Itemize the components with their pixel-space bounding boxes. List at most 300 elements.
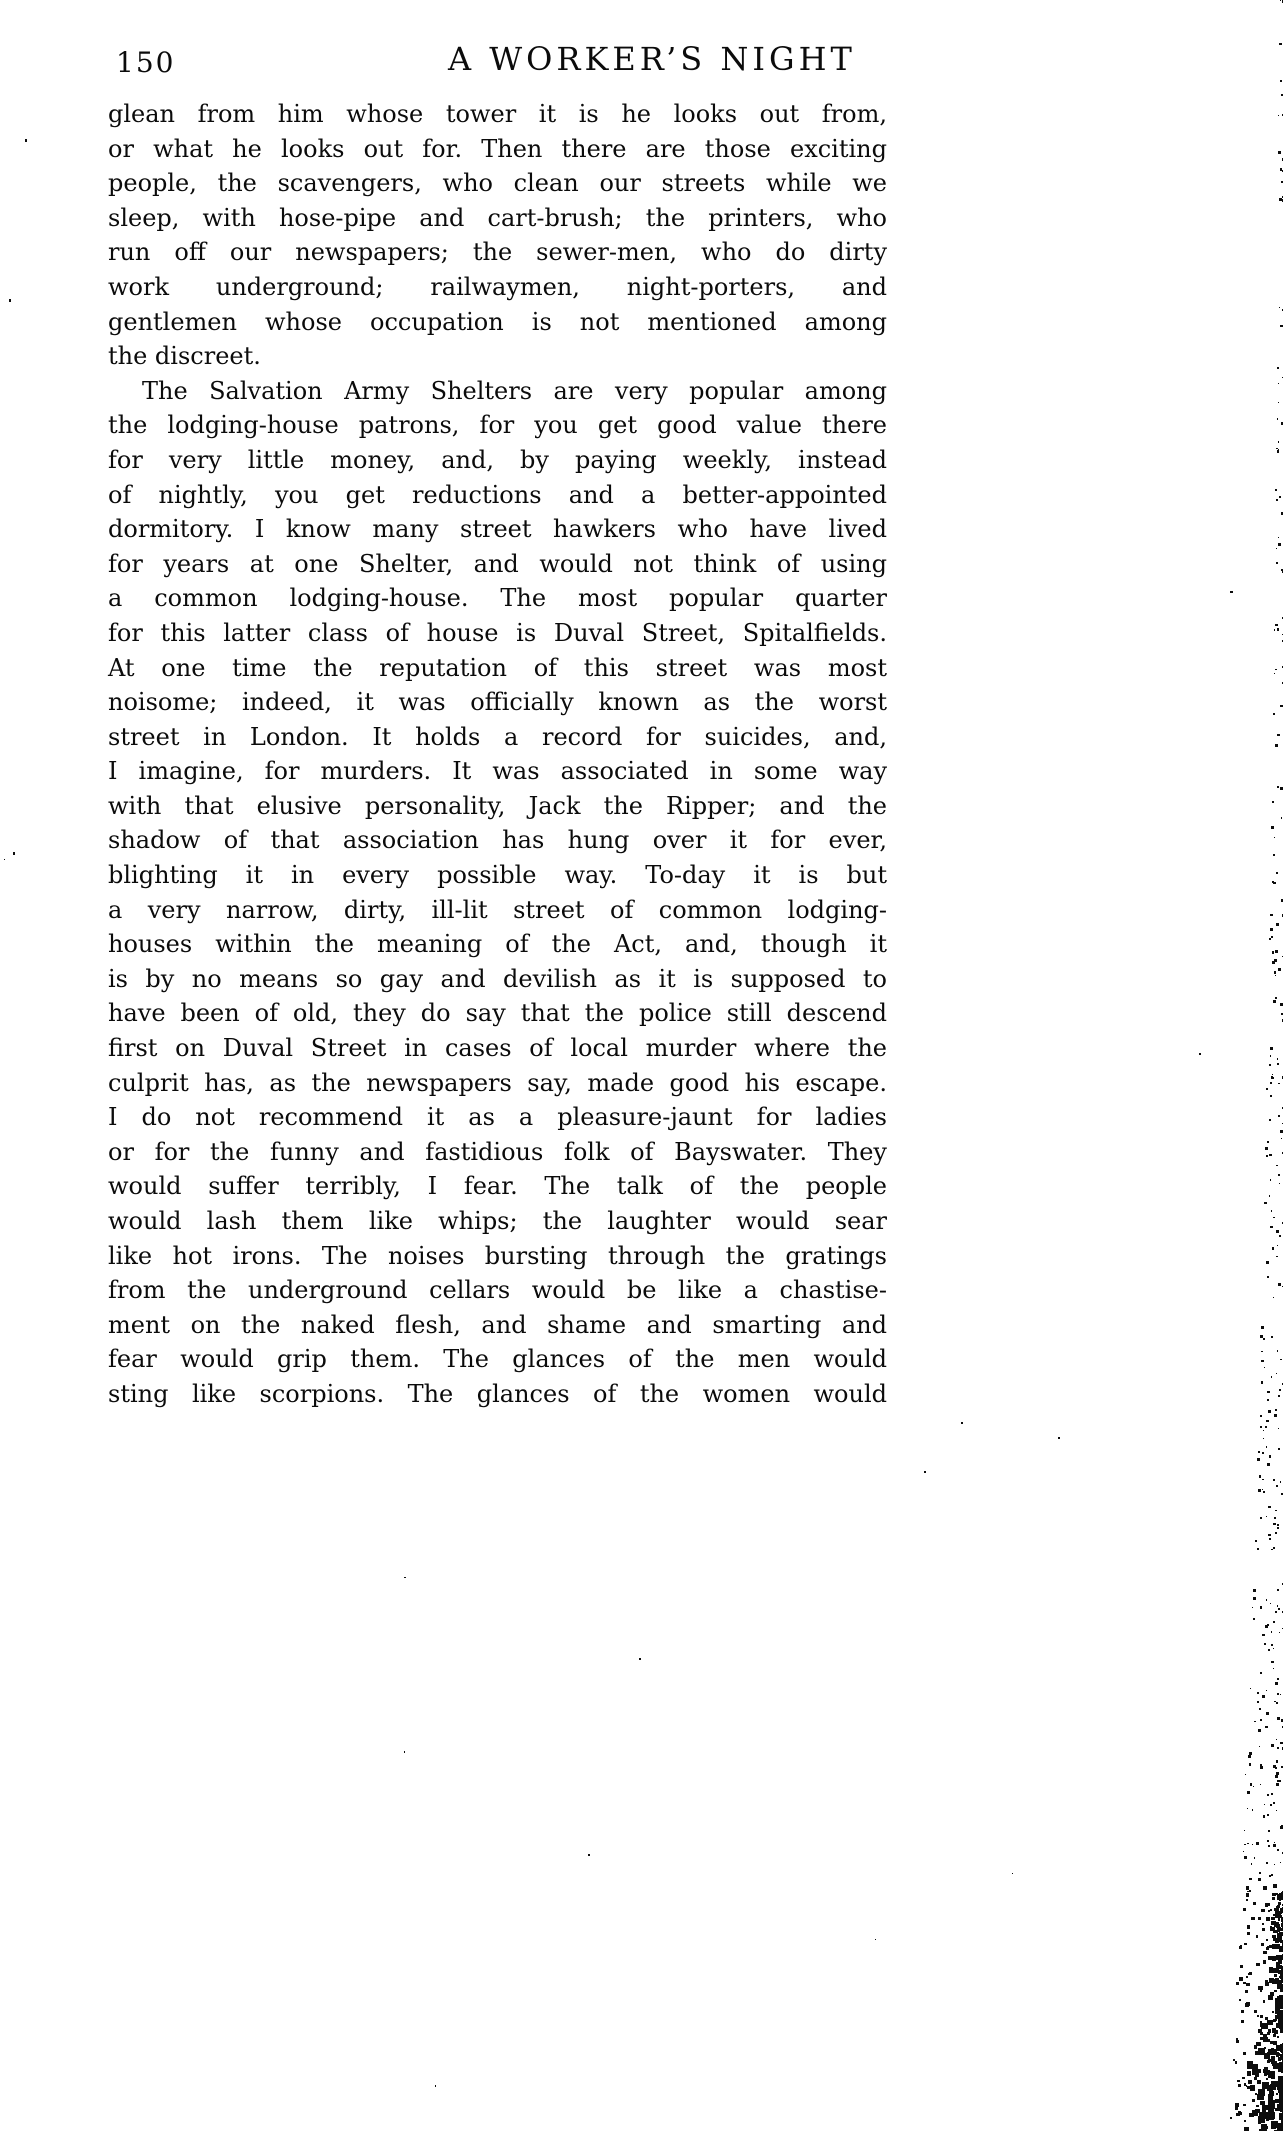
scan-speck (1280, 1359, 1281, 1360)
scan-speck (1276, 1485, 1278, 1487)
scan-speck (1272, 2061, 1277, 2066)
scan-speck (1254, 1721, 1255, 1722)
scan-speck (1245, 1990, 1248, 1993)
scan-speck (1279, 2098, 1283, 2105)
scan-speck (1246, 1976, 1248, 1978)
scan-speck (1261, 2023, 1267, 2029)
scan-speck (1269, 938, 1271, 940)
scan-speck (1249, 2113, 1253, 2117)
scan-speck (1271, 1076, 1274, 1079)
scan-speck (1270, 1909, 1273, 1912)
scan-speck (1264, 2073, 1267, 2076)
scan-speck (1268, 2102, 1275, 2109)
text-line: houses within the meaning of the Act, and, though it (108, 930, 887, 959)
text-line: ment on the naked flesh, and shame and smarting and (108, 1310, 887, 1339)
scan-speck (1279, 1956, 1281, 1958)
scan-speck (1277, 1913, 1280, 1916)
scan-speck (1278, 2057, 1281, 2060)
scan-speck (1250, 2087, 1254, 2091)
scan-speck (1277, 2010, 1283, 2016)
scan-speck (1277, 1350, 1279, 1352)
scan-speck (1275, 2030, 1278, 2033)
scan-speck (1273, 1802, 1275, 1804)
scan-speck (1279, 2024, 1283, 2029)
scan-speck (1264, 1202, 1267, 1205)
scan-speck (1268, 1506, 1271, 1509)
scan-speck (1278, 1959, 1282, 1963)
scan-speck (1260, 1672, 1262, 1674)
scan-speck (1276, 1924, 1280, 1928)
scan-speck (1241, 2010, 1244, 2013)
scan-speck (1262, 1479, 1263, 1480)
scan-speck (1268, 1957, 1271, 1960)
scan-speck (1230, 591, 1233, 594)
scan-speck (1280, 1965, 1283, 1968)
scan-speck (1278, 1970, 1282, 1974)
scan-speck (1249, 1752, 1252, 1755)
scan-speck (1250, 2085, 1255, 2090)
scan-speck (1253, 1786, 1254, 1787)
scan-speck (1272, 961, 1275, 964)
scan-speck (1263, 2069, 1267, 2073)
scan-speck (1277, 1933, 1281, 1937)
text-line: fear would grip them. The glances of the men would (108, 1345, 887, 1374)
scan-speck (1273, 1648, 1274, 1649)
scan-speck (1255, 2109, 1259, 2113)
scan-speck (1279, 1911, 1282, 1914)
scan-speck (1277, 1849, 1279, 1851)
scan-speck (1271, 1793, 1273, 1795)
scan-speck (1277, 2124, 1283, 2131)
scan-speck (1263, 2034, 1267, 2038)
scan-speck (1274, 1908, 1277, 1911)
scan-speck (1260, 1415, 1262, 1417)
scan-speck (1273, 1765, 1276, 1768)
scan-speck (1280, 1742, 1282, 1744)
scan-speck (1258, 1878, 1261, 1881)
scan-speck (924, 1471, 927, 1473)
scan-speck (1246, 2002, 1250, 2006)
scan-speck (1277, 1678, 1279, 1680)
scan-speck (1275, 2001, 1280, 2006)
scan-speck (1278, 1083, 1280, 1085)
scan-speck (1272, 1893, 1275, 1896)
scan-speck (1271, 2081, 1273, 2083)
text-line: first on Duval Street in cases of local murder where the (108, 1034, 887, 1063)
scan-speck (1275, 489, 1277, 491)
scan-speck (1269, 2115, 1274, 2120)
scan-speck (1270, 1047, 1273, 1050)
body-text (108, 97, 887, 1412)
scan-speck (1258, 2029, 1263, 2034)
scan-speck (1258, 1451, 1260, 1453)
text-line: At one time the reputation of this street was most (108, 653, 887, 682)
scan-speck (1268, 1410, 1271, 1413)
scan-speck (1246, 1983, 1249, 1986)
scan-speck (1263, 1338, 1266, 1341)
scan-speck (1274, 882, 1276, 884)
text-line: is by no means so gay and devilish as it is supposed to (108, 964, 887, 993)
scan-speck (1235, 2103, 1238, 2106)
scan-speck (1265, 1149, 1266, 1150)
scan-speck (13, 852, 14, 855)
scan-speck (1268, 2049, 1274, 2055)
scan-speck (1249, 1878, 1252, 1881)
scan-speck (1275, 1940, 1277, 1942)
scan-speck (1263, 1960, 1266, 1963)
scan-speck (1244, 2083, 1247, 2086)
scan-speck (1253, 1589, 1256, 1592)
scan-speck (1271, 2124, 1276, 2129)
scan-speck (1278, 1174, 1280, 1176)
scan-speck (1261, 1326, 1264, 1329)
scan-speck (1273, 713, 1275, 715)
scan-speck (1262, 2105, 1267, 2110)
scan-speck (1257, 1701, 1259, 1703)
scan-speck (1260, 2029, 1261, 2030)
scan-speck (1275, 624, 1278, 627)
scan-speck (1271, 2121, 1277, 2127)
scan-speck (1268, 1956, 1272, 1960)
scan-speck (1266, 1420, 1268, 1422)
scan-speck (1277, 1912, 1281, 1916)
scan-speck (1276, 2023, 1281, 2028)
scan-speck (1280, 168, 1283, 171)
scan-speck (9, 299, 11, 302)
scan-speck (1274, 1968, 1279, 1973)
scan-speck (1272, 1897, 1275, 1900)
scan-speck (1276, 1964, 1280, 1968)
scan-speck (1256, 1935, 1258, 1937)
scan-speck (1247, 2073, 1250, 2076)
scan-speck (1268, 2039, 1270, 2041)
scan-speck (1233, 2059, 1236, 2062)
scan-speck (1267, 1399, 1269, 1401)
scan-speck (1278, 1965, 1282, 1969)
scan-speck (1265, 1147, 1268, 1150)
scan-speck (1277, 2099, 1280, 2102)
scan-speck (1244, 1856, 1247, 1859)
scan-speck (1243, 1982, 1246, 1985)
scan-speck (1264, 2053, 1270, 2059)
scan-speck (1278, 2059, 1281, 2062)
scan-speck (1268, 2059, 1271, 2062)
scan-speck (1271, 1336, 1273, 1338)
scan-speck (1277, 1982, 1279, 1984)
scan-speck (1273, 1297, 1275, 1299)
scan-speck (1257, 2094, 1263, 2100)
scan-speck (1270, 1927, 1274, 1931)
scan-speck (1275, 1510, 1277, 1512)
scan-speck (1245, 2003, 1249, 2007)
scan-speck (1259, 1746, 1260, 1747)
scan-speck (1278, 1395, 1280, 1397)
text-line: I do not recommend it as a pleasure-jaunt for ladies (108, 1103, 887, 1132)
scan-speck (1278, 2018, 1281, 2021)
scan-speck (1280, 1862, 1281, 1863)
scan-speck (1268, 2071, 1275, 2078)
scan-speck (1269, 2049, 1273, 2053)
scan-speck (1263, 1491, 1264, 1492)
scan-speck (1278, 383, 1279, 384)
scan-speck (1273, 1935, 1275, 1937)
scan-speck (1263, 1951, 1266, 1954)
scan-speck (1275, 975, 1276, 976)
scan-speck (1274, 972, 1276, 974)
scan-speck (1270, 1926, 1272, 1928)
scan-speck (1273, 2034, 1276, 2037)
scan-speck (1239, 1946, 1242, 1949)
scan-speck (1276, 1810, 1277, 1811)
scan-speck (1281, 817, 1283, 819)
scan-speck (1256, 2069, 1261, 2074)
scan-speck (1274, 1990, 1277, 1993)
scan-speck (1279, 1894, 1281, 1896)
scan-speck (1254, 1857, 1256, 1859)
scan-speck (1261, 1943, 1264, 1946)
scan-speck (1279, 2124, 1283, 2131)
scan-speck (1270, 1179, 1272, 1181)
scan-speck (1276, 1760, 1278, 1762)
scan-speck (1275, 669, 1277, 671)
scan-speck (1246, 1886, 1250, 1890)
scan-speck (1258, 1489, 1261, 1492)
scan-speck (1265, 1426, 1267, 1428)
scan-speck (1260, 1335, 1263, 1338)
scan-speck (1275, 1998, 1278, 2001)
scan-speck (1278, 2065, 1283, 2071)
scan-speck (1249, 1763, 1251, 1765)
scan-speck (1199, 1053, 1201, 1054)
scan-speck (1278, 2018, 1283, 2024)
text-line: for very little money, and, by paying weekly, instead (108, 445, 887, 474)
scan-speck (1252, 2110, 1258, 2116)
scan-speck (1236, 1982, 1239, 1985)
scan-speck (1268, 2029, 1271, 2032)
scan-speck (1275, 2099, 1279, 2103)
text-line: with that elusive personality, Jack the Ripper; and the (108, 791, 887, 820)
scan-speck (1277, 1905, 1280, 1908)
scan-speck (1269, 1119, 1271, 1121)
text-line: for years at one Shelter, and would not think of using (108, 549, 887, 578)
scan-speck (1258, 2089, 1265, 2096)
scan-speck (435, 2085, 436, 2087)
scan-speck (1271, 2049, 1277, 2055)
scan-speck (1265, 1982, 1268, 1985)
scan-speck (1276, 1893, 1278, 1895)
scan-speck (1278, 115, 1279, 116)
text-line: like hot irons. The noises bursting through the gratings (108, 1241, 887, 1270)
scan-speck (1276, 2002, 1279, 2005)
scan-speck (1253, 2064, 1258, 2069)
scan-speck (1260, 1426, 1261, 1427)
scan-speck (1275, 1775, 1278, 1778)
scan-speck (1279, 2003, 1283, 2009)
scan-speck (1262, 1489, 1264, 1491)
scan-speck (1058, 1437, 1060, 1439)
scan-speck (1277, 1527, 1279, 1529)
scan-speck (1267, 2032, 1271, 2036)
scan-speck (1268, 1995, 1273, 2000)
scan-speck (1271, 1631, 1273, 1633)
scan-speck (1277, 1058, 1279, 1060)
scan-speck (1256, 1842, 1259, 1845)
scan-speck (1275, 1532, 1277, 1534)
scan-speck (1236, 2113, 1240, 2117)
scan-speck (1278, 1283, 1281, 1286)
scan-speck (1278, 441, 1279, 442)
scan-speck (1247, 1891, 1248, 1892)
scan-speck (1268, 1910, 1270, 1912)
scan-speck (1278, 1918, 1281, 1921)
scan-speck (1276, 1907, 1280, 1911)
scan-speck (1275, 1911, 1279, 1915)
scan-speck (1272, 2028, 1276, 2032)
scan-speck (1240, 1965, 1243, 1968)
scan-speck (1268, 2040, 1270, 2042)
scan-speck (1262, 1923, 1264, 1925)
scan-speck (1276, 1962, 1278, 1964)
scan-speck (1273, 1621, 1275, 1623)
scan-speck (1278, 1980, 1283, 1985)
text-line: gentlemen whose occupation is not mentioned among (108, 307, 887, 336)
text-line: or for the funny and fastidious folk of Bayswater. They (108, 1137, 887, 1166)
scan-speck (1263, 1886, 1267, 1890)
scan-speck (1252, 2099, 1255, 2102)
scan-speck (1277, 1937, 1279, 1939)
scan-speck (1273, 854, 1275, 856)
text-line: work underground; railwaymen, night-porters, and (108, 272, 887, 301)
scan-speck (1273, 1931, 1276, 1934)
scan-speck (1263, 2000, 1266, 2003)
text-line: the discreet. (108, 342, 261, 371)
scan-speck (1275, 1940, 1279, 1944)
scan-speck (1277, 1605, 1279, 1607)
scan-speck (1269, 1064, 1271, 1066)
scan-speck (1266, 1261, 1268, 1263)
scan-speck (961, 1422, 962, 1425)
scan-speck (1278, 2080, 1281, 2083)
scan-speck (1275, 997, 1277, 999)
scan-speck (1280, 2081, 1282, 2083)
scan-speck (1281, 1766, 1283, 1768)
scan-speck (1277, 2036, 1279, 2038)
scan-speck (1268, 2051, 1271, 2054)
scan-speck (1267, 1391, 1269, 1393)
scan-speck (1256, 2105, 1259, 2108)
scan-speck (1278, 1115, 1279, 1116)
scan-speck (1272, 951, 1274, 953)
scan-speck (1269, 1978, 1274, 1983)
scan-speck (1273, 2019, 1276, 2022)
scan-speck (1261, 1909, 1264, 1912)
scan-speck (1264, 2067, 1269, 2072)
scan-speck (1263, 1438, 1264, 1439)
scan-speck (1247, 1791, 1249, 1793)
scan-speck (1272, 1944, 1277, 1949)
scan-speck (1276, 1955, 1280, 1959)
scan-speck (1271, 1874, 1273, 1876)
scan-speck (1273, 2041, 1277, 2045)
scan-speck (1278, 968, 1281, 971)
scan-speck (1278, 1719, 1280, 1721)
scan-speck (1271, 1744, 1274, 1747)
scan-speck (1268, 1649, 1270, 1651)
scan-speck (1270, 1226, 1273, 1229)
scan-speck (1271, 2056, 1275, 2060)
scan-speck (1277, 2053, 1280, 2056)
scan-speck (1258, 1917, 1261, 1920)
scan-speck (1275, 1944, 1280, 1949)
scan-speck (1280, 1826, 1283, 1829)
running-title: A WORKER’S NIGHT (448, 40, 856, 78)
scan-speck (1265, 2126, 1268, 2129)
scan-speck (1271, 1917, 1275, 1921)
scan-speck (1275, 2010, 1279, 2014)
scan-speck (1251, 2067, 1253, 2069)
scan-speck (1276, 1230, 1278, 1232)
scan-speck (1256, 1963, 1260, 1967)
scan-speck (1245, 1774, 1246, 1775)
scan-speck (1260, 1606, 1262, 1608)
scan-speck (1279, 1898, 1282, 1901)
scan-speck (1278, 2104, 1283, 2111)
scan-speck (1279, 1932, 1283, 1936)
scan-speck (1247, 2065, 1251, 2069)
scan-speck (1277, 2123, 1283, 2131)
scan-speck (1274, 1930, 1277, 1933)
scan-speck (1275, 2018, 1278, 2021)
scan-speck (1265, 2017, 1268, 2020)
scan-speck (1260, 1415, 1262, 1417)
scan-speck (1250, 1783, 1252, 1785)
scan-speck (1266, 1939, 1268, 1941)
scan-speck (1271, 936, 1273, 938)
scan-speck (1258, 2116, 1265, 2123)
text-line: of nightly, you get reductions and a better-appointed (108, 480, 887, 509)
scan-speck (1260, 2037, 1263, 2040)
scan-speck (1247, 2086, 1251, 2090)
scan-speck (1260, 2024, 1263, 2027)
scan-speck (1273, 2104, 1276, 2107)
scan-speck (1275, 1682, 1278, 1685)
scan-speck (1269, 1875, 1271, 1877)
scan-speck (1270, 1082, 1272, 1084)
scan-speck (1269, 2108, 1273, 2112)
text-line: would lash them like whips; the laughter would sear (108, 1207, 887, 1235)
scan-speck (1259, 1475, 1261, 1477)
scan-speck (1269, 1967, 1273, 1971)
scan-speck (1279, 1183, 1280, 1184)
scan-speck (1235, 2106, 1238, 2109)
scan-speck (1265, 1726, 1268, 1729)
scan-speck (1271, 1549, 1273, 1551)
scan-speck (1266, 2078, 1268, 2080)
scan-speck (1254, 2064, 1256, 2066)
scan-speck (1274, 1842, 1275, 1843)
scan-speck (1280, 1958, 1282, 1960)
scan-speck (1276, 1165, 1278, 1167)
scan-speck (1260, 2118, 1263, 2121)
scan-speck (1275, 2052, 1279, 2056)
scan-speck (1279, 1389, 1281, 1391)
scan-speck (1261, 1381, 1263, 1383)
scan-speck (1267, 1463, 1270, 1466)
scan-speck (404, 1751, 405, 1753)
scan-speck (1262, 2092, 1264, 2094)
scan-speck (1266, 1690, 1267, 1691)
scan-speck (1278, 1902, 1281, 1905)
